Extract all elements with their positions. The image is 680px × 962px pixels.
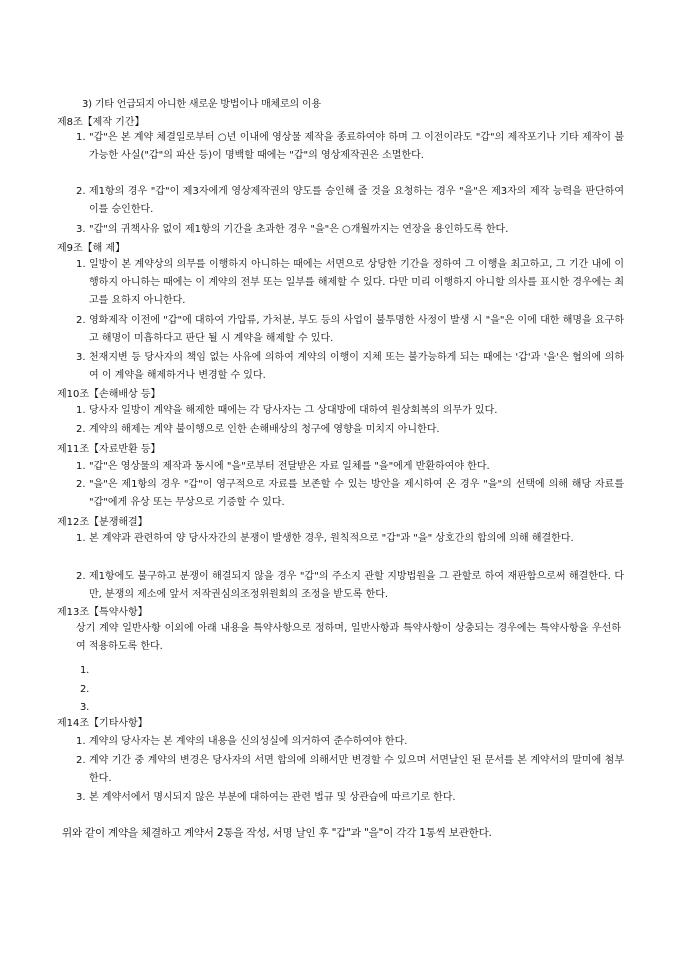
item-number: 3. [76,792,86,803]
item-text: 계약의 당사자는 본 계약의 내용을 신의성실에 의거하여 준수하여야 한다. [89,736,408,747]
item-text: "갑"은 영상물의 제작과 동시에 "을"로부터 전달받은 자료 일체를 "을"에게 반환하여야 한다. [89,461,490,472]
article-13-heading: 제13조【특약사항】 [57,607,148,618]
item-number: 1. [76,461,86,472]
article-14-heading: 제14조【기타사항】 [57,718,148,729]
article-14-item-3 [76,789,624,807]
item-number: 1. [76,736,86,747]
article-14-item-2 [76,752,624,788]
article-10-item-1 [76,402,624,420]
item-number: 2. [76,186,86,197]
article-13-body: 상기 계약 일반사항 이외에 아래 내용을 특약사항으로 정하며, 일반사항과 특약사항이 상충되는 경우에는 특약사항을 우선하여 적용하도록 한다. [76,623,621,652]
article-8-item-1 [76,129,624,183]
article-14-item-1 [76,733,624,751]
item-text: "갑"은 본 계약 체결일로부터 ○년 이내에 영상물 제작을 종료하여야 하며 그 이전이라도 "갑"의 제작포기나 기타 제작이 불가능한 사실("갑"의 파산 등)이 명백할 때에는 "갑"의 영상제작권은 소멸한다. [89,132,624,161]
article-12-item-2 [76,568,624,604]
item-text: 천재지변 등 당사자의 책임 없는 사유에 의하여 계약의 이행이 지체 또는 불가능하게 되는 때에는 '갑'과 '을'은 협의에 의하여 이 계약을 해제하거나 변경할 수 있다. [89,352,624,381]
article-9-item-2 [76,312,624,348]
item-text: 본 계약서에서 명시되지 않은 부분에 대하여는 관련 법규 및 상관습에 따르기로 한다. [89,792,456,803]
item-number: 1. [76,405,86,416]
special-term-1: 1. [80,665,90,676]
item-number: 2. [76,479,86,490]
item-number: 2. [76,571,86,582]
article-12-heading: 제12조【분쟁해결】 [57,517,148,528]
item-text: 제1항의 경우 "갑"이 제3자에게 영상제작권의 양도를 승인해 줄 것을 요청하는 경우 "을"은 제3자의 제작 능력을 판단하여 이를 승인한다. [89,186,624,215]
item-text: 당사자 일방이 계약을 해제한 때에는 각 당사자는 그 상대방에 대하여 원상회복의 의무가 있다. [89,405,498,416]
article-8-heading: 제8조【제작 기간】 [57,117,145,128]
item-text: 본 계약과 관련하여 양 당사자간의 분쟁이 발생한 경우, 원칙적으로 "갑"과 "을" 상호간의 합의에 의해 해결한다. [89,533,574,544]
item-number: 1. [76,533,86,544]
item-number: 1. [76,259,86,270]
item-number: 2. [76,755,86,766]
item-text: 계약의 해제는 계약 불이행으로 인한 손해배상의 청구에 영향을 미치지 아니한다. [89,424,440,435]
item-text: 계약 기간 중 계약의 변경은 당사자의 서면 합의에 의해서만 변경할 수 있으며 서면날인 된 문서를 본 계약서의 말미에 첨부한다. [89,755,624,784]
article-9-item-3 [76,349,624,385]
article-8-item-2 [76,183,624,219]
special-term-3: 3. [80,702,90,713]
intro-line: 3) 기타 언급되지 아니한 새로운 방법이나 매체로의 이용 [82,99,321,110]
item-number: 3. [76,352,86,363]
item-text: 영화제작 이전에 "갑"에 대하여 가압류, 가처분, 부도 등의 사업이 불투명한 사정이 발생 시 "을"은 이에 대한 해명을 요구하고 해명이 미흡하다고 판단 될 시 계약을 해제할 수 있다. [89,315,624,344]
article-11-item-1 [76,458,624,476]
article-10-heading: 제10조【손해배상 등】 [57,389,161,400]
item-number: 2. [76,315,86,326]
article-9-item-1 [76,256,624,310]
item-number: 3. [76,224,86,235]
item-text: 일방이 본 계약상의 의무를 이행하지 아니하는 때에는 서면으로 상당한 기간을 정하여 그 이행을 최고하고, 그 기간 내에 이행하지 아니하는 때에는 이 계약의 전부 또는 일부를 해제할 수 있다. 다만 미리 이행하지 아니할 의사를 표시한 경우에는 최고를 요하지 아니한다. [89,259,624,306]
article-10-item-2 [76,421,624,439]
item-text: 제1항에도 불구하고 분쟁이 해결되지 않을 경우 "갑"의 주소지 관할 지방법원을 그 관할로 하여 재판함으로써 해결한다. 다만, 분쟁의 제소에 앞서 저작권심의조정위원회의 조정을 받도록 한다. [89,571,624,600]
article-8-item-3 [76,221,636,239]
item-text: "갑"의 귀책사유 없이 제1항의 기간을 초과한 경우 "을"은 ○개월까지는 연장을 용인하도록 한다. [89,224,509,235]
special-term-2: 2. [80,684,90,695]
article-11-heading: 제11조【자료반환 등】 [57,444,161,455]
item-text: "을"은 제1항의 경우 "갑"이 영구적으로 자료를 보존할 수 있는 방안을 제시하여 온 경우 "을"의 선택에 의해 해당 자료를 "갑"에게 유상 또는 무상으로 기증할 수 있다. [89,479,624,508]
article-9-heading: 제9조【해 제】 [57,243,126,254]
article-11-item-2 [76,476,624,512]
item-number: 2. [76,424,86,435]
article-12-item-1 [76,530,624,566]
closing-statement: 위와 같이 계약을 체결하고 계약서 2통을 작성, 서명 날인 후 "갑"과 "을"이 각각 1통씩 보관한다. [62,827,492,839]
item-number: 1. [76,132,86,143]
